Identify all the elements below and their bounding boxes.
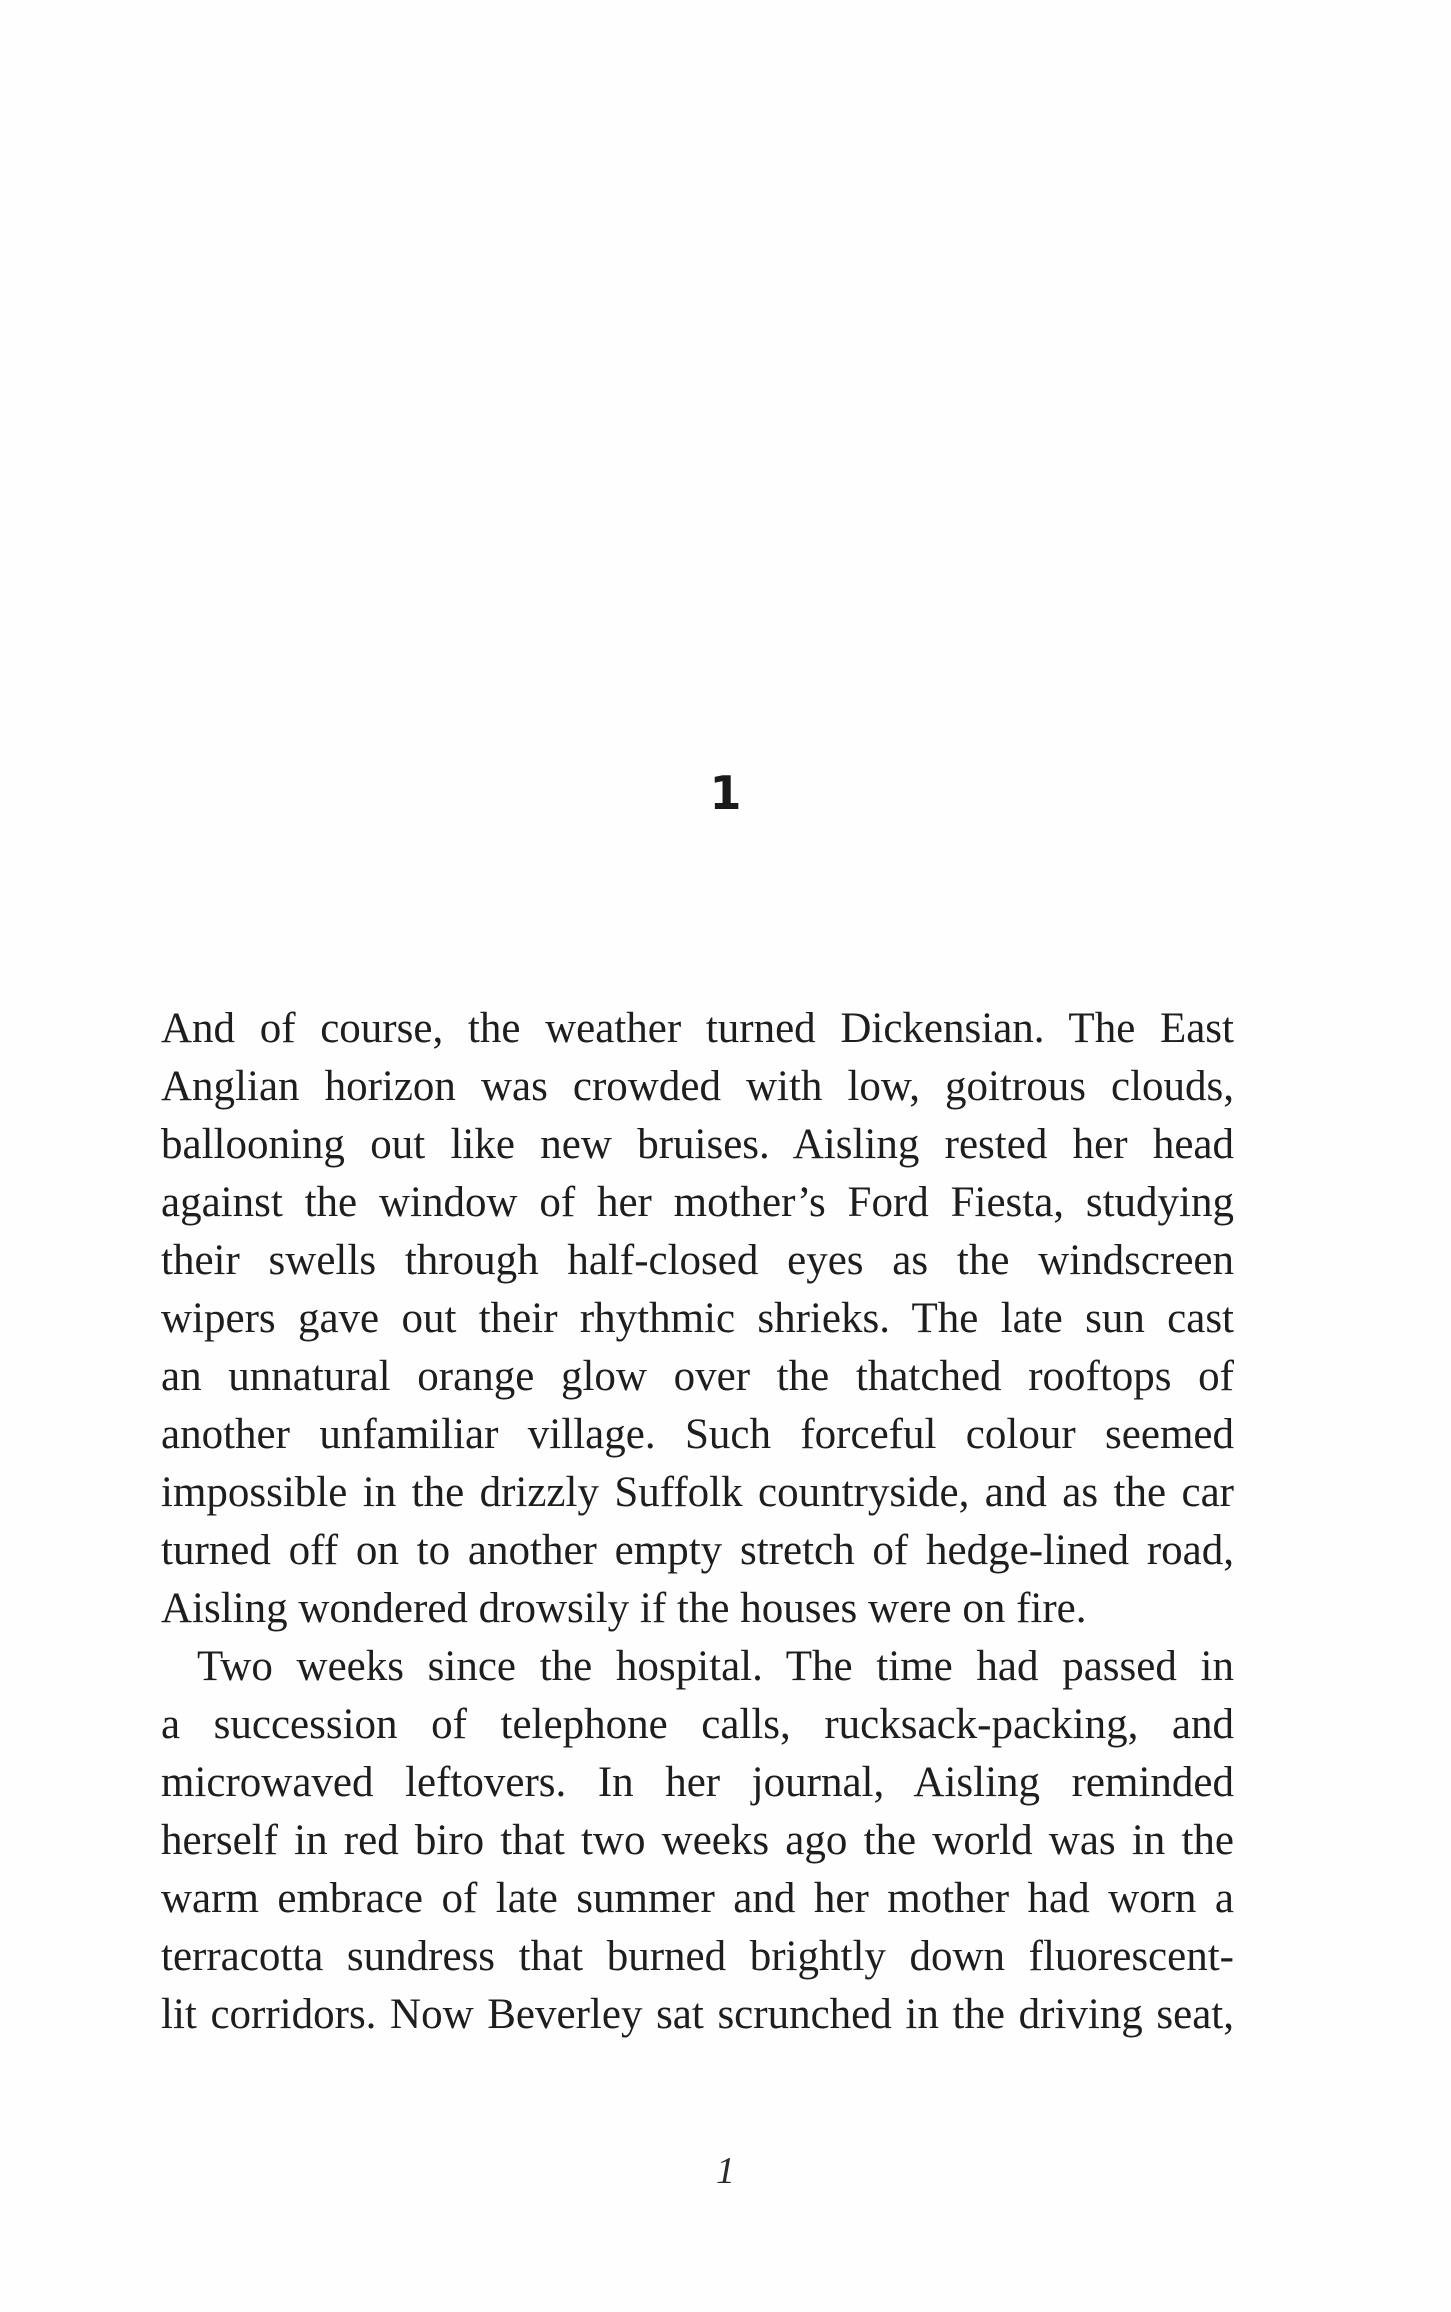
text-line: Aisling wondered drowsily if the houses were on fire.	[161, 1585, 1087, 1632]
text-line: turned off on to another empty stretch of hedge-lined road,	[161, 1527, 1234, 1574]
text-line: against the window of her mother’s Ford Fiesta, studying	[161, 1179, 1234, 1226]
text-line: Anglian horizon was crowded with low, goitrous clouds,	[161, 1063, 1234, 1110]
text-line: an unnatural orange glow over the thatched rooftops of	[161, 1353, 1234, 1400]
text-line: terracotta sundress that burned brightly down fluorescent-	[161, 1933, 1234, 1980]
chapter-number: 1	[709, 766, 742, 820]
body-text	[161, 1000, 1234, 2044]
page-number: 1	[716, 2150, 735, 2192]
text-line: microwaved leftovers. In her journal, Aisling reminded	[161, 1759, 1234, 1806]
text-line: wipers gave out their rhythmic shrieks. The late sun cast	[161, 1295, 1234, 1342]
text-line: herself in red biro that two weeks ago the world was in the	[161, 1817, 1234, 1864]
text-line: impossible in the drizzly Suffolk countryside, and as the car	[161, 1469, 1234, 1516]
text-line: their swells through half-closed eyes as the windscreen	[161, 1237, 1234, 1284]
text-line: ballooning out like new bruises. Aisling rested her head	[161, 1121, 1234, 1168]
text-line: And of course, the weather turned Dickensian. The East	[161, 1005, 1234, 1052]
text-line: a succession of telephone calls, rucksack-packing, and	[161, 1701, 1234, 1748]
text-line: Two weeks since the hospital. The time had passed in	[197, 1643, 1234, 1690]
text-line: another unfamiliar village. Such forceful colour seemed	[161, 1411, 1234, 1458]
text-line: warm embrace of late summer and her mother had worn a	[161, 1875, 1234, 1922]
text-line: lit corridors. Now Beverley sat scrunched in the driving seat,	[161, 1991, 1234, 2038]
